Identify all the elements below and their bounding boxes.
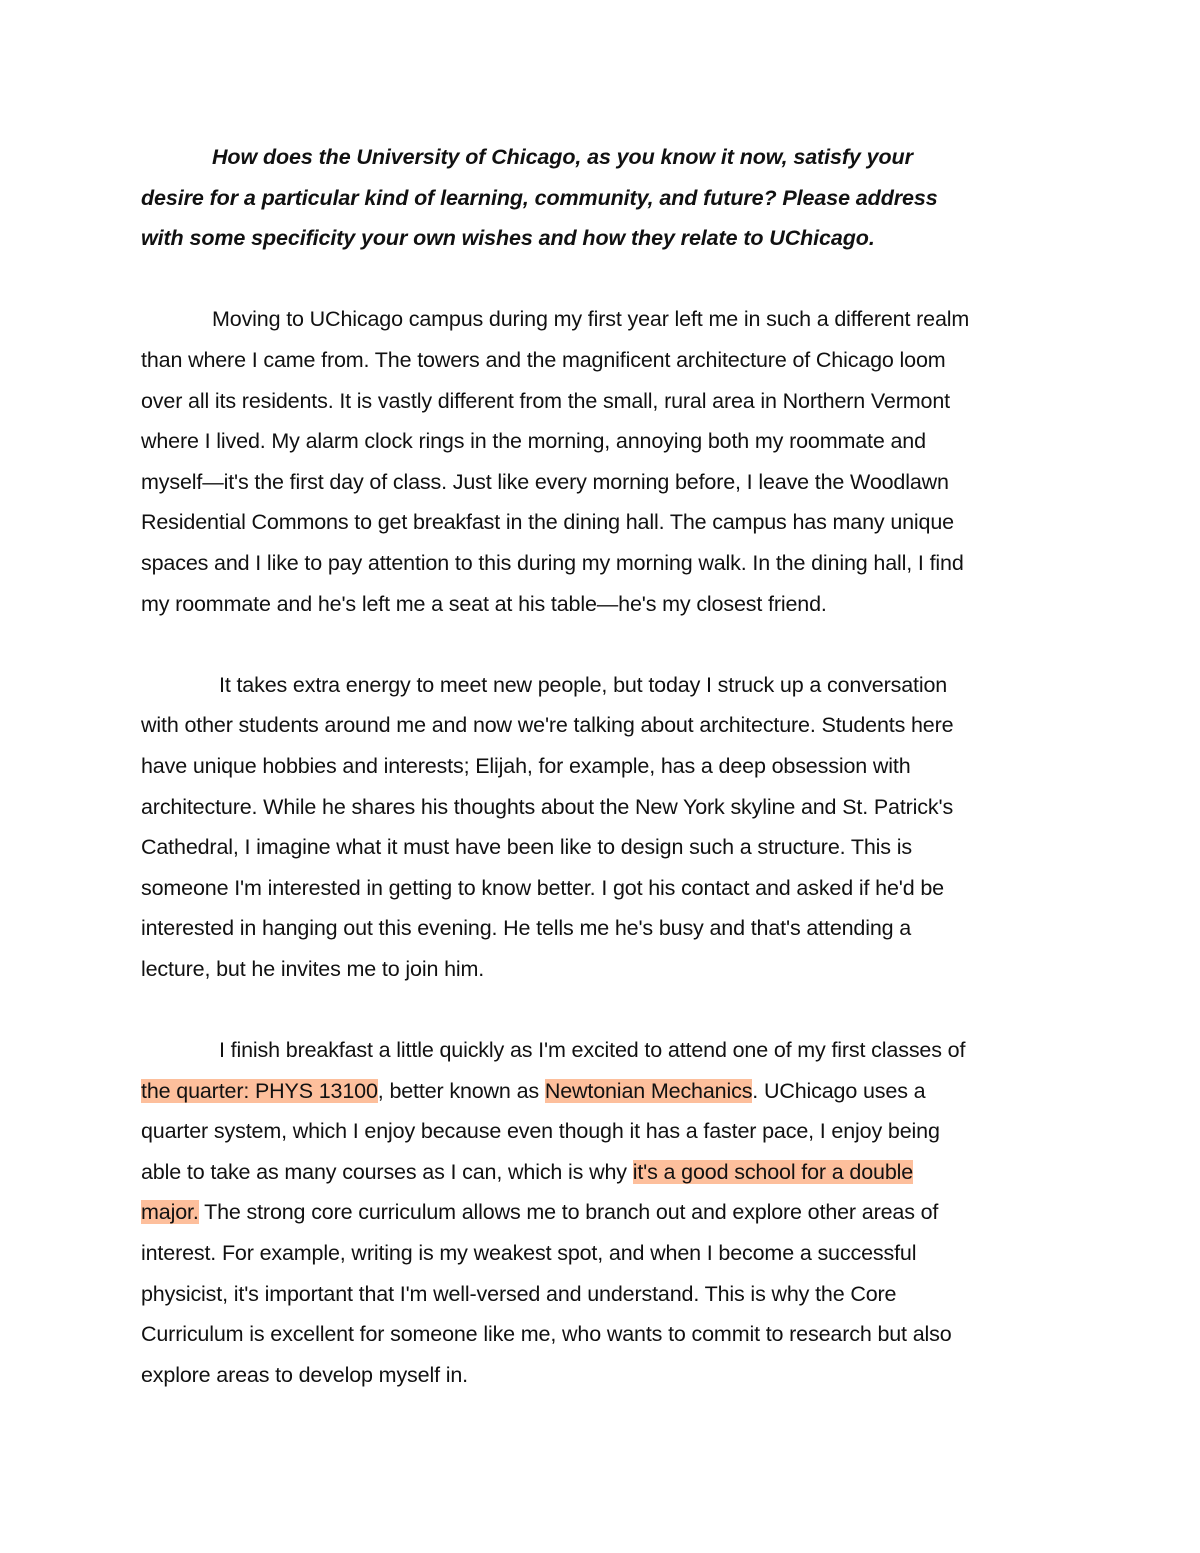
paragraph-line: where I lived. My alarm clock rings in the morning, annoying both my roommate and — [141, 429, 926, 454]
paragraph-line: architecture. While he shares his thoughts about the New York skyline and St. Patrick's — [141, 794, 954, 819]
paragraph-line: explore areas to develop myself in. — [141, 1362, 468, 1387]
document-page — [141, 137, 1061, 1395]
text-run: The strong core curriculum allows me to branch out and explore other areas of — [198, 1200, 939, 1225]
paragraph-line: someone I'm interested in getting to know better. I got his contact and asked if he'd be — [141, 875, 944, 900]
essay-prompt — [141, 137, 1061, 259]
highlighted-text: the quarter: PHYS 13100 — [141, 1078, 378, 1103]
paragraph-line: have unique hobbies and interests; Elijah, for example, has a deep obsession with — [141, 753, 911, 778]
paragraph-line — [141, 1192, 1061, 1233]
paragraph-line: It takes extra energy to meet new people, but today I struck up a conversation — [219, 672, 948, 697]
paragraph-line — [141, 1152, 1061, 1193]
essay-paragraph-1 — [141, 299, 1061, 624]
paragraph-line: Residential Commons to get breakfast in the dining hall. The campus has many unique — [141, 510, 954, 535]
paragraph-line: I finish breakfast a little quickly as I'm excited to attend one of my first classes of — [219, 1038, 966, 1063]
paragraph-line: than where I came from. The towers and the magnificent architecture of Chicago loom — [141, 347, 946, 372]
prompt-line: with some specificity your own wishes and how they relate to UChicago. — [141, 226, 875, 251]
paragraph-line: myself—it's the first day of class. Just like every morning before, I leave the Woodlawn — [141, 469, 949, 494]
paragraph-line: my roommate and he's left me a seat at his table—he's my closest friend. — [141, 591, 827, 616]
paragraph-line: Cathedral, I imagine what it must have been like to design such a structure. This is — [141, 835, 912, 860]
text-run: able to take as many courses as I can, which is why — [141, 1159, 633, 1184]
highlighted-text: Newtonian Mechanics — [544, 1078, 753, 1103]
highlighted-text: it's a good school for a double — [632, 1159, 914, 1184]
paragraph-line: with other students around me and now we're talking about architecture. Students here — [141, 713, 954, 738]
paragraph-line: Moving to UChicago campus during my first year left me in such a different realm — [212, 307, 970, 332]
paragraph-line: spaces and I like to pay attention to this during my morning walk. In the dining hall, I find — [141, 550, 964, 575]
highlighted-text: major. — [141, 1200, 199, 1225]
prompt-line: desire for a particular kind of learning, community, and future? Please address — [141, 185, 938, 210]
paragraph-line: physicist, it's important that I'm well-versed and understand. This is why the Core — [141, 1281, 897, 1306]
paragraph-line: quarter system, which I enjoy because even though it has a faster pace, I enjoy being — [141, 1119, 940, 1144]
paragraph-line: Curriculum is excellent for someone like me, who wants to commit to research but also — [141, 1322, 952, 1347]
prompt-line: How does the University of Chicago, as you know it now, satisfy your — [212, 145, 913, 169]
paragraph-line: interested in hanging out this evening. He tells me he's busy and that's attending a — [141, 916, 912, 941]
essay-paragraph-3 — [141, 1030, 1061, 1395]
paragraph-line — [141, 1071, 1061, 1112]
text-run: . UChicago uses a — [752, 1078, 926, 1103]
paragraph-line: over all its residents. It is vastly different from the small, rural area in Northern Vermont — [141, 388, 950, 413]
paragraph-line: interest. For example, writing is my weakest spot, and when I become a successful — [141, 1241, 917, 1266]
paragraph-line: lecture, but he invites me to join him. — [141, 956, 485, 981]
essay-paragraph-2 — [141, 665, 1061, 990]
text-run: , better known as — [377, 1078, 545, 1103]
